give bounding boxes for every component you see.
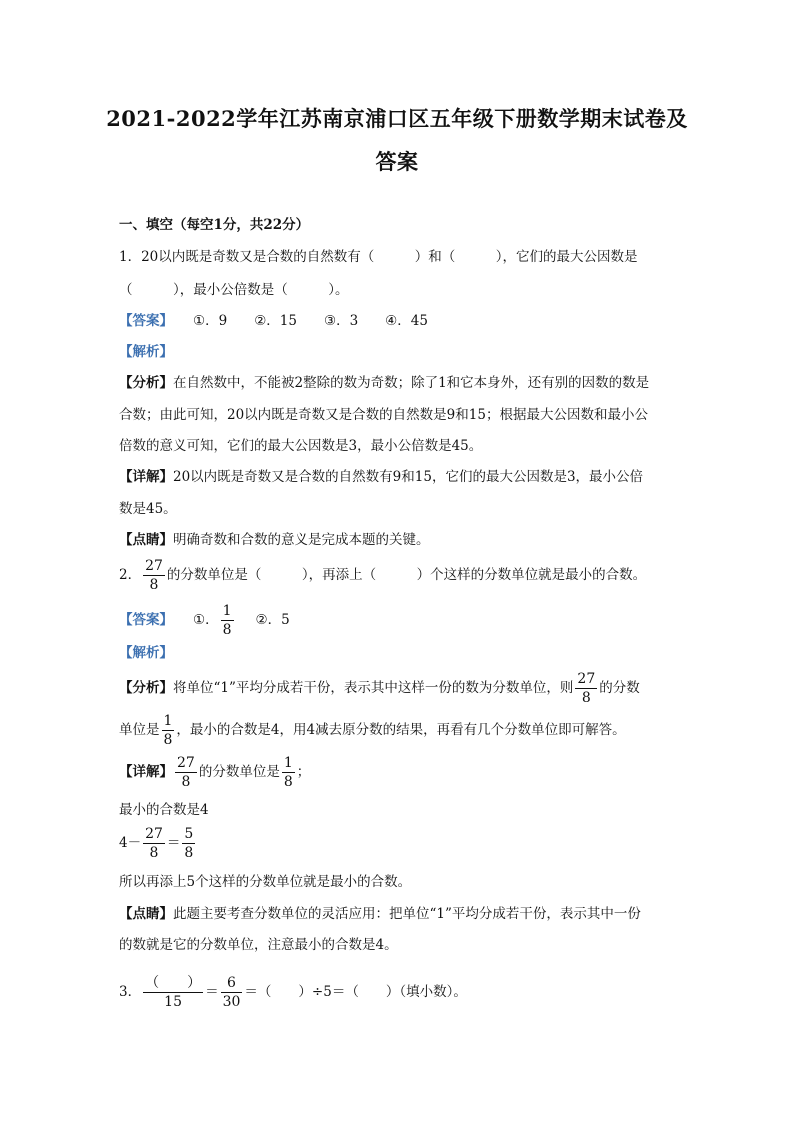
q2-answer [119, 603, 290, 638]
q2-min-composite: 最小的合数是4 [119, 802, 209, 818]
q2-detail-mid: 的分数单位是 [198, 764, 280, 780]
q2-conclusion: 所以再添上5个这样的分数单位就是最小的合数。 [119, 874, 412, 890]
analysis-tag: 【分析】 [119, 375, 173, 391]
q2-analysis-text2a: 单位是 [119, 722, 160, 738]
q2-ans1-label: ①． [193, 612, 219, 628]
q2-detail-end: ； [296, 764, 311, 780]
analysis-tag: 【分析】 [119, 680, 173, 696]
q1-point [119, 530, 430, 550]
section-heading: 一、填空（每空1分，共22分） [119, 217, 310, 233]
q1-detail-line1 [119, 467, 643, 487]
q1-text-line1: 1．20以内既是奇数又是合数的自然数有（ ）和（ ），它们的最大公因数是 [119, 249, 638, 265]
detail-tag: 【详解】 [119, 764, 173, 780]
q1-text-line2: （ ），最小公倍数是（ ）。 [119, 282, 349, 298]
q2-analysis-text2b: ，最小的合数是4，用4减去原分数的结果，再看有几个分数单位即可解答。 [176, 722, 626, 738]
q1-jiexi-tag: 【解析】 [119, 344, 173, 360]
q2-number: 2． [119, 567, 142, 583]
q2-ans2: ②．5 [255, 612, 290, 628]
q2-analysis-line2 [119, 713, 626, 748]
q2-detail-line [119, 755, 310, 790]
answer-tag: 【答案】 [119, 313, 173, 329]
q3-blank-fraction: $\frac{( )}{15}$ [145, 975, 202, 1010]
q2-point-line1 [119, 904, 641, 924]
q2-eq-result-fraction: $\frac{5}{8}$ [184, 826, 194, 861]
q3-text [119, 975, 467, 1010]
q2-ans1-fraction: $\frac{1}{8}$ [222, 603, 232, 638]
q2-equation [119, 826, 197, 861]
q3-number: 3． [119, 984, 142, 1000]
point-tag: 【点睛】 [119, 532, 173, 548]
q1-answer-values: ①．9 ②．15 ③．3 ④．45 [193, 313, 428, 329]
q1-point-text: 明确奇数和合数的意义是完成本题的关键。 [173, 532, 430, 548]
q2-eq-left: 4－ [119, 835, 142, 851]
q2-analysis-line1 [119, 671, 640, 706]
q1-analysis-line1 [119, 373, 649, 393]
q2-analysis-fraction: $\frac{27}{8}$ [577, 671, 596, 706]
point-tag: 【点睛】 [119, 906, 173, 922]
answer-tag: 【答案】 [119, 612, 173, 628]
q1-answer [119, 311, 428, 331]
q2-analysis-text1a: 将单位“1”平均分成若干份，表示其中这样一份的数为分数单位，则 [173, 680, 574, 696]
q2-detail-unit-fraction: $\frac{1}{8}$ [283, 755, 293, 790]
q3-equals: ＝ [205, 984, 219, 1000]
q2-eq-equals: ＝ [166, 835, 181, 851]
q1-analysis-line2: 合数；由此可知，20以内既是奇数又是合数的自然数是9和15；根据最大公因数和最小公 [119, 407, 648, 423]
q1-analysis-line3: 倍数的意义可知，它们的最大公因数是3，最小公倍数是45。 [119, 438, 483, 454]
q2-jiexi-tag: 【解析】 [119, 645, 173, 661]
q1-analysis-text1: 在自然数中，不能被2整除的数为奇数；除了1和它本身外，还有别的因数的数是 [173, 375, 650, 391]
q2-fraction: $\frac{27}{8}$ [145, 558, 163, 593]
q3-fraction: $\frac{6}{30}$ [222, 975, 241, 1010]
q2-analysis-unit-fraction: $\frac{1}{8}$ [163, 713, 173, 748]
q3-rest: ＝（ ）÷5＝（ ）（填小数）。 [244, 984, 467, 1000]
q2-point-line2: 的数就是它的分数单位，注意最小的合数是4。 [119, 937, 398, 953]
q1-detail-text1: 20以内既是奇数又是合数的自然数有9和15，它们的最大公因数是3，最小公倍 [173, 469, 644, 485]
q2-text-body: 的分数单位是（ ），再添上（ ）个这样的分数单位就是最小的合数。 [166, 567, 647, 583]
q1-detail-line2: 数是45。 [119, 501, 177, 517]
q2-eq-fraction: $\frac{27}{8}$ [145, 826, 163, 861]
q2-point-text1: 此题主要考查分数单位的灵活应用：把单位“1”平均分成若干份，表示其中一份 [173, 906, 641, 922]
q2-detail-fraction: $\frac{27}{8}$ [177, 755, 195, 790]
q2-analysis-text1b: 的分数 [599, 680, 640, 696]
detail-tag: 【详解】 [119, 469, 173, 485]
document-title-line2: 答案 [375, 149, 419, 174]
document-title-line1: 2021-2022学年江苏南京浦口区五年级下册数学期末试卷及 [106, 106, 688, 131]
q2-text [119, 558, 646, 593]
